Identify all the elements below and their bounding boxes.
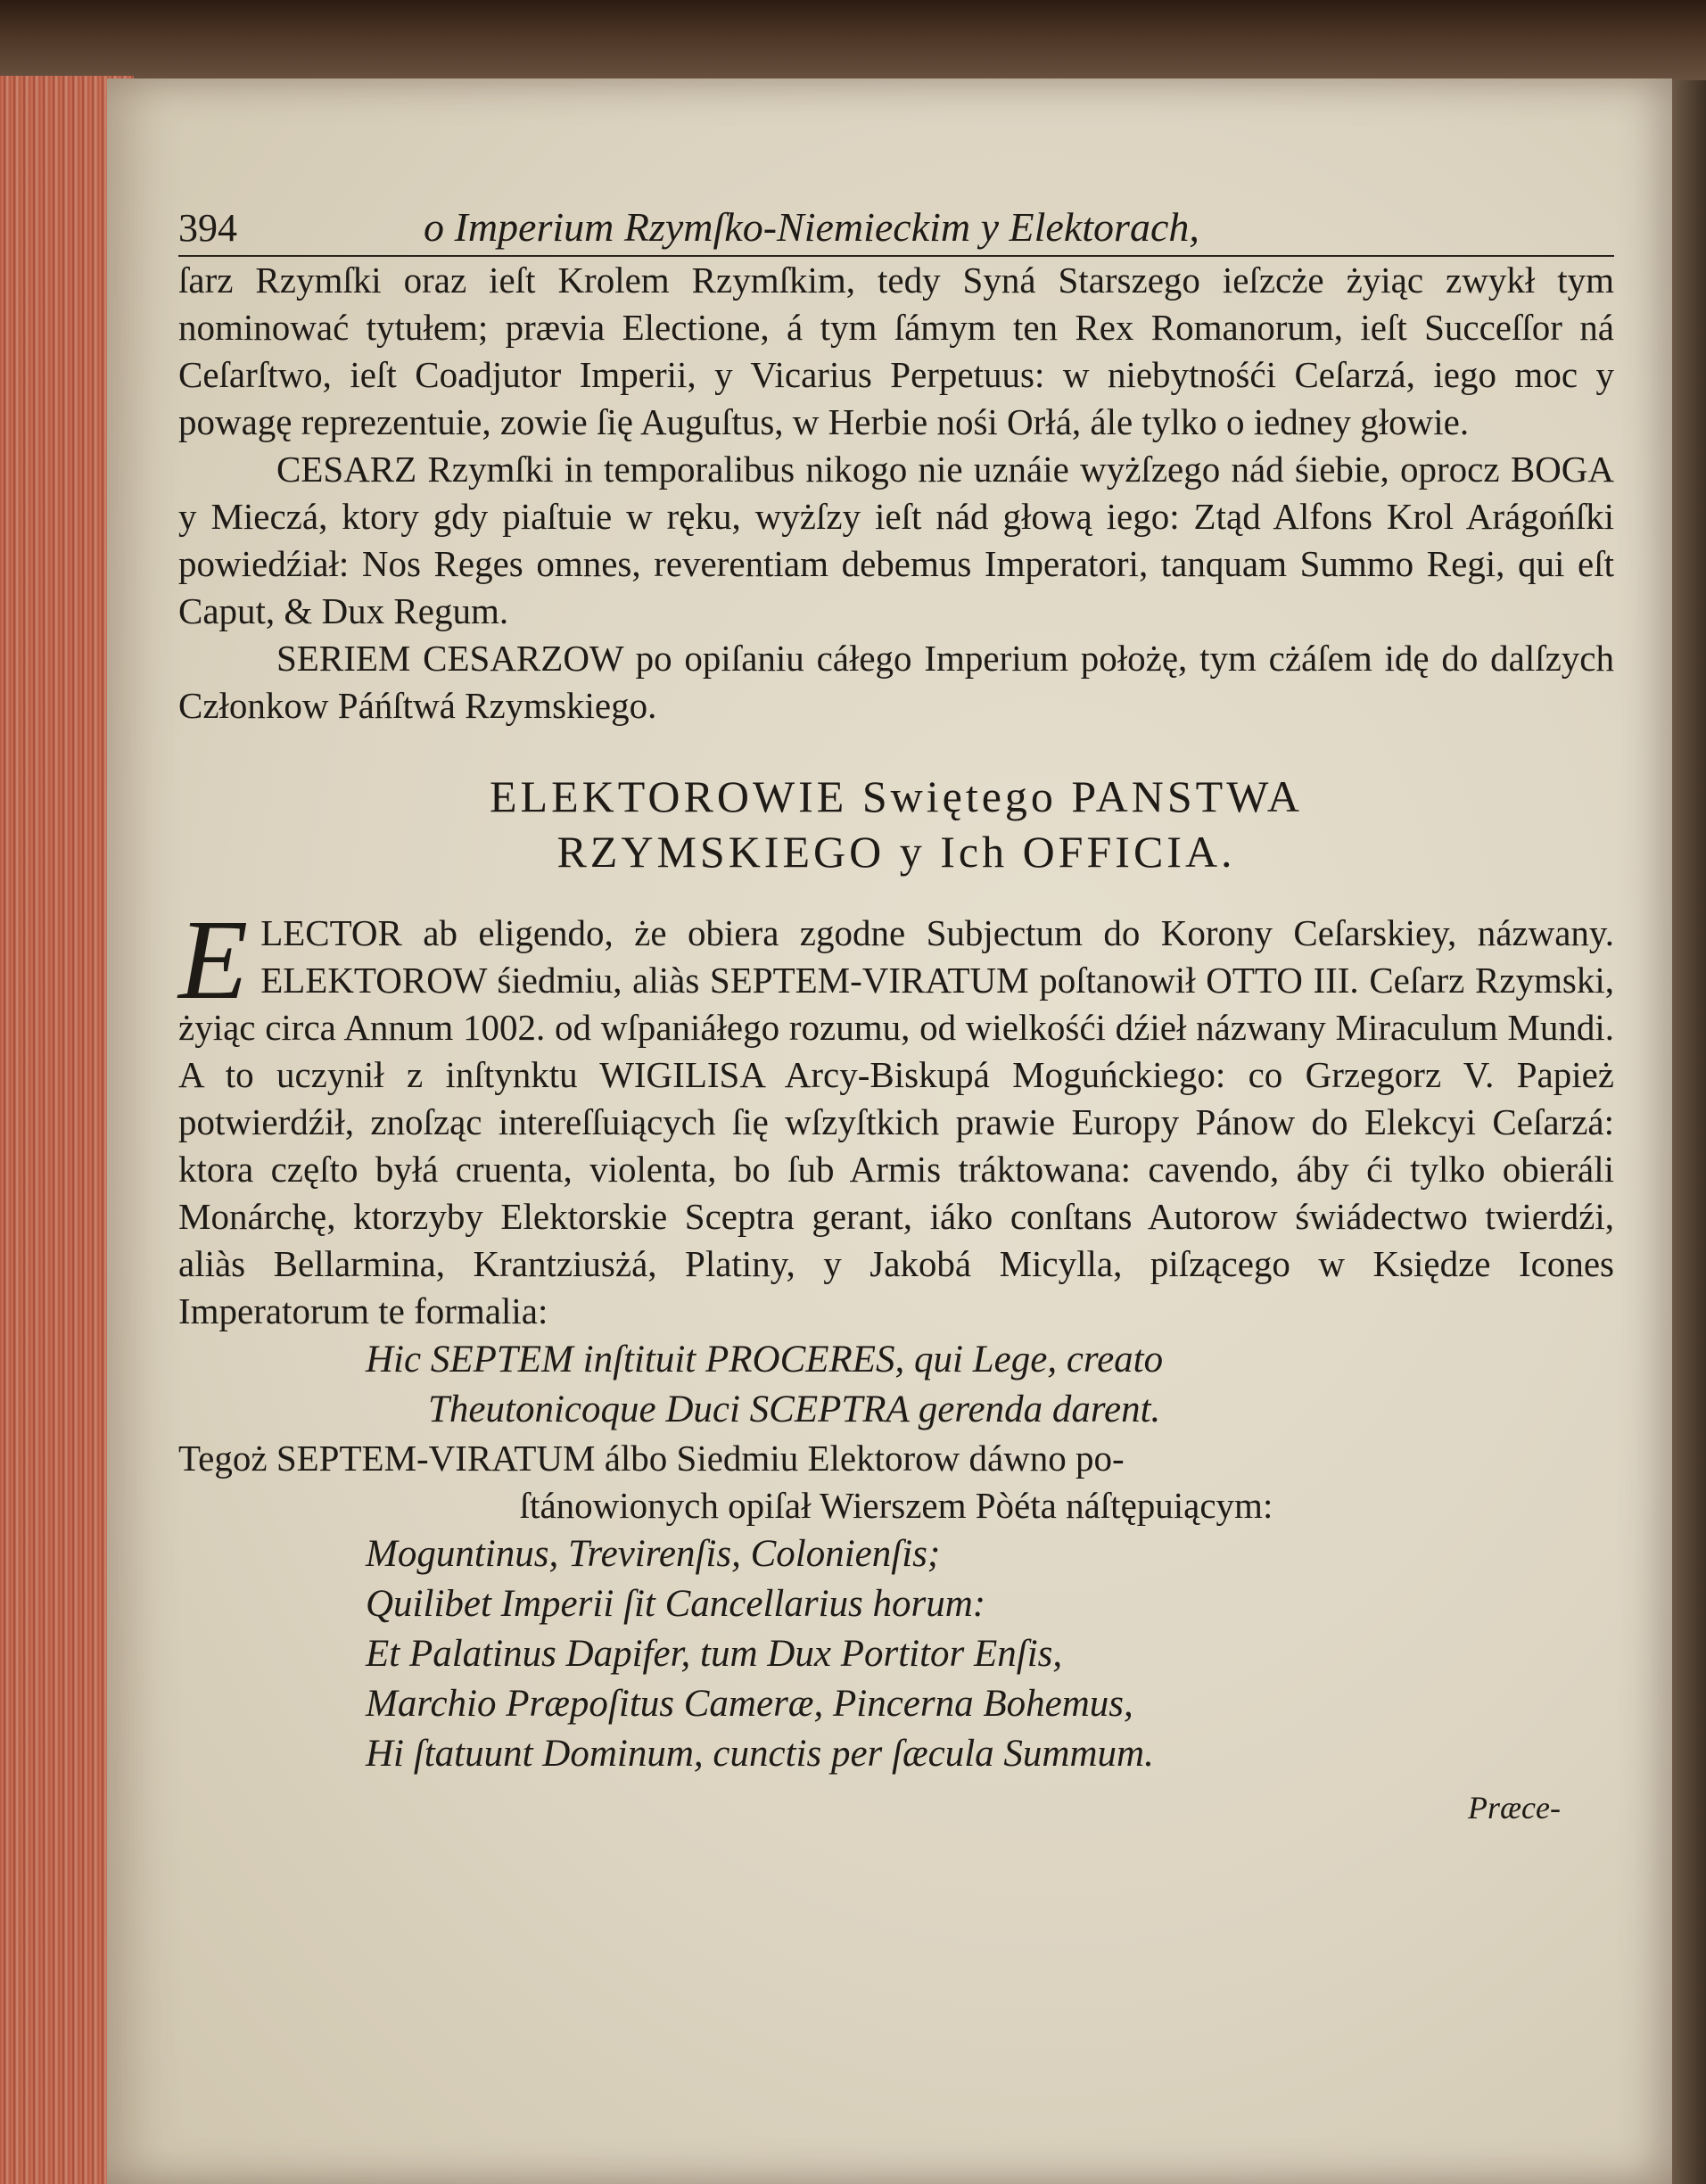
paragraph-elector-text: LECTOR ab eligendo, że obiera zgodne Subjectum do Korony Ceſarskiey, názwany. ELEKTOROW śiedmiu, aliàs SEPTEM-VIRATUM poſtanowił OTTO III. Ceſarz Rzymski, żyiąc circa Annum 1002. od wſpaniáłego rozumu, od wielkośći dźieł názwany Miraculum Mundi. A to uczynił z inſtynktu WIGILISA Arcy-Biskupá Moguńckiego: co Grzegorz V. Papież potwierdźił, znoſząc intereſſuiących ſię wſzyſtkich prawie Europy Pánow do Elekcyi Ceſarzá: ktora częſto byłá cruenta, violenta, bo ſub Armis tráktowana: cavendo, áby ći tylko obieráli Monárchę, ktorzyby Elektorskie Sceptra gerant, iáko conſtans Autorow świádectwo twierdźi, aliàs Bellarmina, Krantziusżá, Platiny, y Jakobá Micylla, piſzącego w Księdze Icones Imperatorum te formalia: [178,912,1614,1331]
paragraph-cesarz: CESARZ Rzymſki in temporalibus nikogo nie uznáie wyżſzego nád śiebie, oprocz BOGA y Mieczá, ktory gdy piaſtuie w ręku, wyżſzy ieſt nád głową iego: Ztąd Alfons Krol Arágońſki powiedźiał: Nos Reges omnes, reverentiam debemus Imperatori, tanquam Summo Regi, qui eſt Caput, & Dux Regum. [178,449,1614,631]
paragraph-continuation: ſarz Rzymſki oraz ieſt Krolem Rzymſkim, tedy Syná Starszego ieſzcże żyiąc zwykł tym nominować tytułem; prævia Electione, á tym ſámym ten Rex Romanorum, ieſt Succeſſor ná Ceſarſtwo, ieſt Coadjutor Imperii, y Vicarius Perpetuus: w niebytnośći Ceſarzá, iego moc y powagę reprezentuie, zowie ſię Auguſtus, w Herbie nośi Orłá, ále tylko o iedney głowie. [178,260,1614,442]
page-header [178,203,1614,257]
book-binding-top [0,0,1706,85]
verse-line: Moguntinus, Trevirenſis, Colonienſis; [366,1533,941,1575]
book-page [107,78,1672,2184]
page-edges-right [1670,80,1706,2184]
paragraph-seriem: SERIEM CESARZOW po opiſaniu cáłego Imperium położę, tym cżáſem idę do dalſzych Członkow Páńſtwá Rzymskiego. [178,638,1614,726]
transition-line: Tegoż SEPTEM-VIRATUM álbo Siedmiu Elektorow dáwno po- [178,1438,1125,1479]
catchword: Præce- [1468,1790,1561,1825]
verse-line: Marchio Præpoſitus Cameræ, Pincerna Bohemus, [366,1683,1133,1725]
page-number: 394 [178,206,237,250]
running-head: o Imperium Rzymſko-Niemieckim y Elektorach, [424,204,1199,250]
drop-cap: E [178,896,249,1023]
section-heading-line-1: ELEKTOROWIE Swiętego PANSTWA [490,771,1303,821]
verse-line: Theutonicoque Duci SCEPTRA gerenda darent. [428,1389,1161,1430]
section-heading [178,769,1614,879]
paragraph-elector [178,896,1614,1335]
section-heading-line-2: RZYMSKIEGO y Ich OFFICIA. [556,827,1236,877]
verse-line: Hi ſtatuunt Dominum, cunctis per ſæcula Summum. [366,1733,1154,1775]
verse-line: Et Palatinus Dapifer, tum Dux Portitor Enſis, [366,1633,1063,1675]
verse-line: Hic SEPTEM inſtituit PROCERES, qui Lege, creato [366,1339,1164,1380]
page-text [178,203,1614,1832]
verse-line: Quilibet Imperii ſit Cancellarius horum: [366,1583,986,1625]
transition-line: ſtánowionych opiſał Wierszem Pòéta náſtępuiącym: [519,1485,1273,1526]
